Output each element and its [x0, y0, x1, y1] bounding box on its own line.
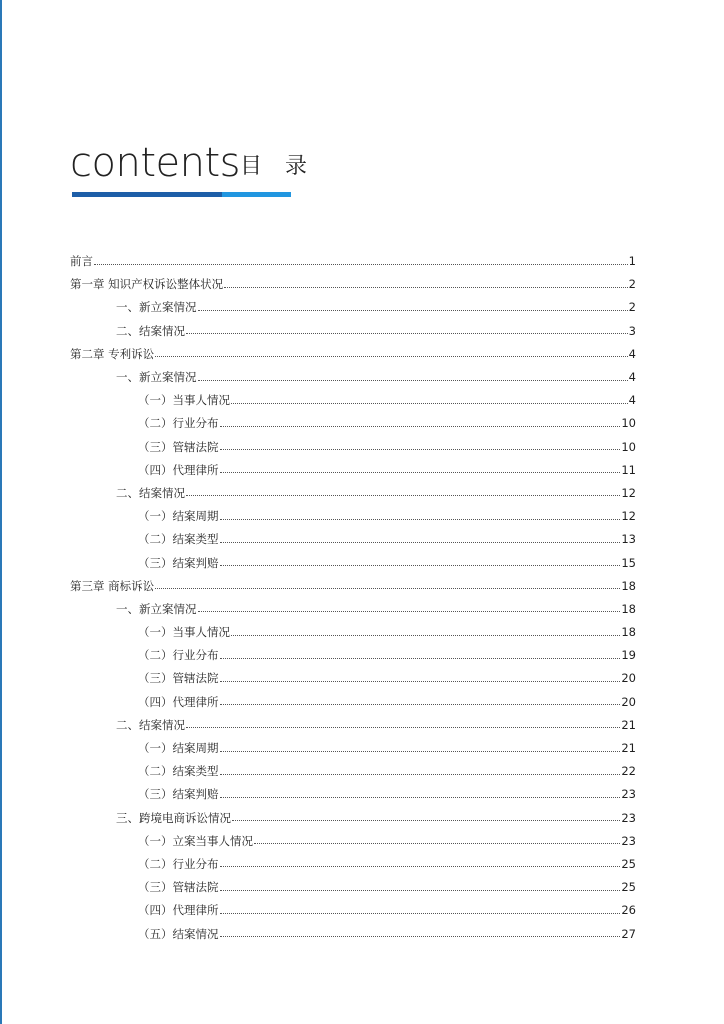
toc-entry[interactable] — [70, 714, 636, 737]
toc-entry-label: 前言 — [70, 254, 93, 269]
toc-entry-page-number: 23 — [621, 833, 636, 848]
toc-entry[interactable] — [70, 273, 636, 296]
toc-entry[interactable] — [70, 320, 636, 343]
toc-entry-page-number: 10 — [621, 439, 636, 454]
toc-dot-leader — [220, 889, 621, 891]
toc-entry-label: （五）结案情况 — [138, 926, 219, 941]
toc-dot-leader — [220, 564, 621, 566]
toc-dot-leader — [198, 309, 628, 311]
toc-entry-label: （三）管辖法院 — [138, 439, 219, 454]
toc-entry-page-number: 25 — [621, 880, 636, 895]
toc-entry-page-number: 12 — [621, 509, 636, 524]
title-bar-dark-segment — [72, 192, 222, 197]
toc-entry-page-number: 23 — [621, 787, 636, 802]
title-bar-light-segment — [222, 192, 291, 197]
toc-dot-leader — [220, 471, 621, 473]
toc-dot-leader — [220, 518, 621, 520]
toc-entry-page-number: 25 — [621, 856, 636, 871]
toc-header — [70, 138, 330, 208]
toc-entry-label: 一、新立案情况 — [116, 300, 197, 315]
toc-entry-label: （二）结案类型 — [138, 532, 219, 547]
toc-entry-page-number: 26 — [621, 903, 636, 918]
toc-entry-label: （二）行业分布 — [138, 856, 219, 871]
toc-dot-leader — [220, 425, 621, 427]
toc-entry-page-number: 2 — [628, 300, 636, 315]
toc-dot-leader — [231, 634, 620, 636]
toc-entry[interactable] — [70, 644, 636, 667]
toc-entry[interactable] — [70, 436, 636, 459]
toc-dot-leader — [232, 819, 620, 821]
toc-entry[interactable] — [70, 575, 636, 598]
toc-dot-leader — [155, 355, 628, 357]
toc-entry-page-number: 4 — [628, 346, 636, 361]
toc-entry[interactable] — [70, 551, 636, 574]
left-edge-rule — [0, 0, 2, 1024]
toc-entry-page-number: 19 — [621, 648, 636, 663]
toc-entry-label: 二、结案情况 — [116, 717, 185, 732]
toc-dot-leader — [186, 332, 628, 334]
toc-entry[interactable] — [70, 783, 636, 806]
toc-entry-page-number: 27 — [621, 926, 636, 941]
toc-entry[interactable] — [70, 876, 636, 899]
toc-dot-leader — [220, 773, 621, 775]
toc-entry[interactable] — [70, 296, 636, 319]
table-of-contents — [70, 250, 636, 946]
toc-dot-leader — [224, 286, 628, 288]
toc-entry-label: （二）结案类型 — [138, 764, 219, 779]
toc-dot-leader — [186, 726, 620, 728]
toc-dot-leader — [220, 657, 621, 659]
toc-entry[interactable] — [70, 899, 636, 922]
toc-entry[interactable] — [70, 760, 636, 783]
toc-dot-leader — [220, 448, 621, 450]
toc-dot-leader — [198, 379, 628, 381]
toc-entry-page-number: 15 — [621, 555, 636, 570]
toc-entry-label: （一）结案周期 — [138, 509, 219, 524]
toc-entry-page-number: 4 — [628, 370, 636, 385]
toc-entry[interactable] — [70, 691, 636, 714]
toc-entry-label: 第三章 商标诉讼 — [70, 578, 155, 593]
toc-entry-page-number: 12 — [621, 485, 636, 500]
toc-entry[interactable] — [70, 505, 636, 528]
contents-heading: contents — [70, 140, 240, 186]
toc-dot-leader — [220, 796, 621, 798]
toc-entry-label: （三）结案判赔 — [138, 787, 219, 802]
toc-entry-label: 二、结案情况 — [116, 323, 185, 338]
toc-entry-label: （三）结案判赔 — [138, 555, 219, 570]
toc-entry-page-number: 20 — [621, 671, 636, 686]
toc-entry-label: （四）代理律所 — [138, 462, 219, 477]
toc-entry[interactable] — [70, 621, 636, 644]
toc-dot-leader — [220, 935, 621, 937]
toc-dot-leader — [220, 750, 621, 752]
toc-dot-leader — [220, 541, 621, 543]
toc-dot-leader — [220, 865, 621, 867]
toc-entry[interactable] — [70, 412, 636, 435]
toc-entry-label: 一、新立案情况 — [116, 601, 197, 616]
toc-entry-page-number: 18 — [621, 578, 636, 593]
toc-entry[interactable] — [70, 366, 636, 389]
toc-entry-page-number: 11 — [621, 462, 636, 477]
toc-entry[interactable] — [70, 667, 636, 690]
toc-entry[interactable] — [70, 807, 636, 830]
toc-entry-label: （四）代理律所 — [138, 903, 219, 918]
toc-dot-leader — [186, 494, 620, 496]
toc-entry-label: （一）立案当事人情况 — [138, 833, 253, 848]
toc-entry-label: （一）当事人情况 — [138, 625, 230, 640]
toc-dot-leader — [254, 842, 620, 844]
toc-entry-label: （二）行业分布 — [138, 648, 219, 663]
toc-dot-leader — [198, 610, 621, 612]
toc-entry-label: 二、结案情况 — [116, 485, 185, 500]
toc-entry[interactable] — [70, 830, 636, 853]
toc-entry-label: （一）当事人情况 — [138, 393, 230, 408]
toc-entry-page-number: 23 — [621, 810, 636, 825]
toc-entry-label: 一、新立案情况 — [116, 370, 197, 385]
chinese-title: 目 录 — [240, 154, 315, 179]
toc-entry-page-number: 20 — [621, 694, 636, 709]
toc-entry[interactable] — [70, 343, 636, 366]
toc-dot-leader — [220, 680, 621, 682]
toc-entry-page-number: 4 — [628, 393, 636, 408]
toc-entry-page-number: 2 — [628, 277, 636, 292]
toc-entry[interactable] — [70, 853, 636, 876]
toc-entry-label: 第二章 专利诉讼 — [70, 346, 155, 361]
toc-entry-label: （四）代理律所 — [138, 694, 219, 709]
toc-dot-leader — [94, 263, 628, 265]
toc-entry-page-number: 1 — [628, 254, 636, 269]
toc-entry-label: （三）管辖法院 — [138, 671, 219, 686]
toc-entry[interactable] — [70, 922, 636, 945]
toc-entry-label: 三、跨境电商诉讼情况 — [116, 810, 231, 825]
toc-entry-page-number: 13 — [621, 532, 636, 547]
toc-dot-leader — [155, 587, 620, 589]
toc-entry[interactable] — [70, 459, 636, 482]
toc-entry[interactable] — [70, 482, 636, 505]
toc-entry-label: （一）结案周期 — [138, 741, 219, 756]
toc-entry-page-number: 18 — [621, 601, 636, 616]
title-underline-bar — [72, 192, 291, 197]
toc-entry-page-number: 21 — [621, 717, 636, 732]
toc-entry[interactable] — [70, 389, 636, 412]
toc-entry[interactable] — [70, 528, 636, 551]
toc-entry-label: （三）管辖法院 — [138, 880, 219, 895]
toc-entry-page-number: 3 — [628, 323, 636, 338]
toc-entry-label: （二）行业分布 — [138, 416, 219, 431]
toc-entry-page-number: 18 — [621, 625, 636, 640]
toc-dot-leader — [220, 912, 621, 914]
toc-entry[interactable] — [70, 250, 636, 273]
toc-entry-page-number: 10 — [621, 416, 636, 431]
toc-entry[interactable] — [70, 737, 636, 760]
toc-entry-label: 第一章 知识产权诉讼整体状况 — [70, 277, 224, 292]
toc-entry-page-number: 22 — [621, 764, 636, 779]
toc-entry-page-number: 21 — [621, 741, 636, 756]
toc-entry[interactable] — [70, 598, 636, 621]
toc-dot-leader — [220, 703, 621, 705]
toc-dot-leader — [231, 402, 628, 404]
